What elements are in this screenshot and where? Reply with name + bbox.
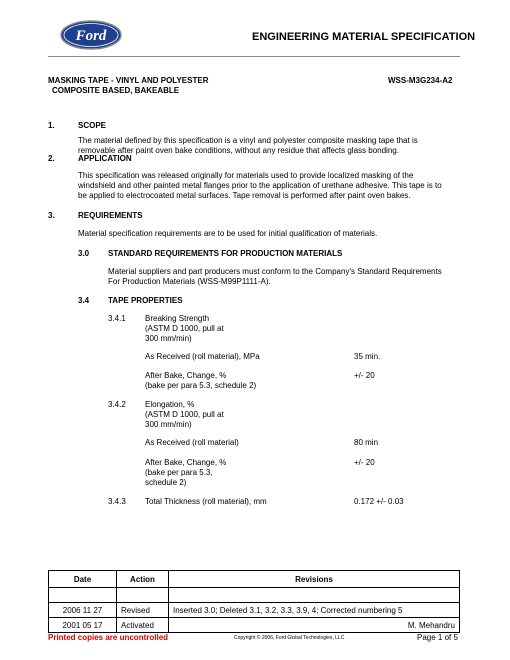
elongation-line3: 300 mm/min)	[145, 420, 192, 429]
revision-author: M. Mehandru	[169, 618, 460, 633]
std-req-number: 3.0	[78, 249, 90, 258]
breaking-line3: 300 mm/min)	[145, 334, 192, 343]
tape-heading: TAPE PROPERTIES	[108, 296, 183, 305]
scope-number: 1.	[48, 121, 55, 130]
elongation-received-label: As Received (roll material)	[145, 438, 239, 447]
application-line3: be applied to electrocoated metal surfaces. Tape removal is performed after paint oven bakes.	[78, 191, 411, 200]
header-date: Date	[49, 571, 117, 588]
scope-heading: SCOPE	[78, 121, 107, 130]
elongation-bake-value: +/- 20	[354, 458, 375, 467]
breaking-bake-sub: (bake per para 5.3, schedule 2)	[145, 381, 257, 390]
revision-date: 2001 05 17	[49, 618, 117, 633]
breaking-received-label: As Received (roll material), MPa	[145, 352, 260, 361]
page-number: Page 1 of 5	[417, 633, 458, 642]
blank-cell	[169, 588, 460, 603]
revision-action: Revised	[117, 603, 169, 618]
page-title: ENGINEERING MATERIAL SPECIFICATION	[252, 31, 476, 43]
uncontrolled-notice: Printed copies are uncontrolled	[48, 633, 169, 642]
std-req-line2: For Production Materials (WSS-M99P1111-A).	[108, 277, 271, 286]
elongation-bake-sub2: schedule 2)	[145, 478, 187, 487]
elongation-bake-label: After Bake, Change, %	[145, 458, 227, 467]
revisions-blank-row	[49, 588, 460, 603]
thickness-value: 0.172 +/- 0.03	[354, 497, 404, 506]
elongation-line2: (ASTM D 1000, pull at	[145, 410, 224, 419]
header-revisions: Revisions	[169, 571, 460, 588]
application-number: 2.	[48, 154, 55, 163]
breaking-number: 3.4.1	[108, 314, 126, 323]
blank-cell	[117, 588, 169, 603]
breaking-line1: Breaking Strength	[145, 314, 210, 323]
revision-text: Inserted 3.0; Deleted 3.1, 3.2, 3.3, 3.9, 4; Corrected numbering 5	[169, 603, 460, 618]
thickness-label: Total Thickness (roll material), mm	[145, 497, 267, 506]
application-line1: This specification was released originally for materials used to provide localized masking of the	[78, 171, 414, 180]
table-row	[49, 618, 460, 633]
application-heading: APPLICATION	[78, 154, 132, 163]
requirements-text: Material specification requirements are to be used for initial qualification of materials.	[78, 229, 378, 238]
elongation-line1: Elongation, %	[145, 400, 195, 409]
copyright: Copyright © 2006, Ford Global Technologies, LLC	[234, 635, 345, 641]
doc-number: WSS-M3G234-A2	[388, 76, 453, 85]
std-req-line1: Material suppliers and part producers must conform to the Company's Standard Requirements	[108, 267, 442, 276]
revision-action: Activated	[117, 618, 169, 633]
revision-date: 2006 11 27	[49, 603, 117, 618]
application-line2: windshield and other painted metal flanges prior to the application of urethane adhesive. This tape is to	[78, 181, 442, 190]
revisions-table	[48, 570, 460, 633]
doc-name-line2: COMPOSITE BASED, BAKEABLE	[52, 86, 180, 95]
tape-number: 3.4	[78, 296, 90, 305]
elongation-received-value: 80 min	[354, 438, 379, 447]
requirements-heading: REQUIREMENTS	[78, 211, 143, 220]
header-rule	[48, 56, 460, 57]
ford-logo	[60, 20, 122, 50]
thickness-number: 3.4.3	[108, 497, 126, 506]
scope-line2: removable after paint oven bake conditions, without any residue that affects glass bonding.	[78, 146, 399, 155]
breaking-line2: (ASTM D 1000, pull at	[145, 324, 224, 333]
blank-cell	[49, 588, 117, 603]
header-action: Action	[117, 571, 169, 588]
elongation-number: 3.4.2	[108, 400, 126, 409]
breaking-bake-label: After Bake, Change, %	[145, 371, 227, 380]
ford-logo-text: Ford	[75, 28, 107, 44]
elongation-bake-sub1: (bake per para 5.3,	[145, 468, 213, 477]
table-row	[49, 603, 460, 618]
scope-line1: The material defined by this specification is a vinyl and polyester composite masking tape that is	[78, 136, 418, 145]
breaking-bake-value: +/- 20	[354, 371, 375, 380]
doc-name-line1: MASKING TAPE - VINYL AND POLYESTER	[48, 76, 209, 85]
std-req-heading: STANDARD REQUIREMENTS FOR PRODUCTION MATERIALS	[108, 249, 343, 258]
revisions-header-row	[49, 571, 460, 588]
requirements-number: 3.	[48, 211, 55, 220]
breaking-received-value: 35 min.	[354, 352, 381, 361]
